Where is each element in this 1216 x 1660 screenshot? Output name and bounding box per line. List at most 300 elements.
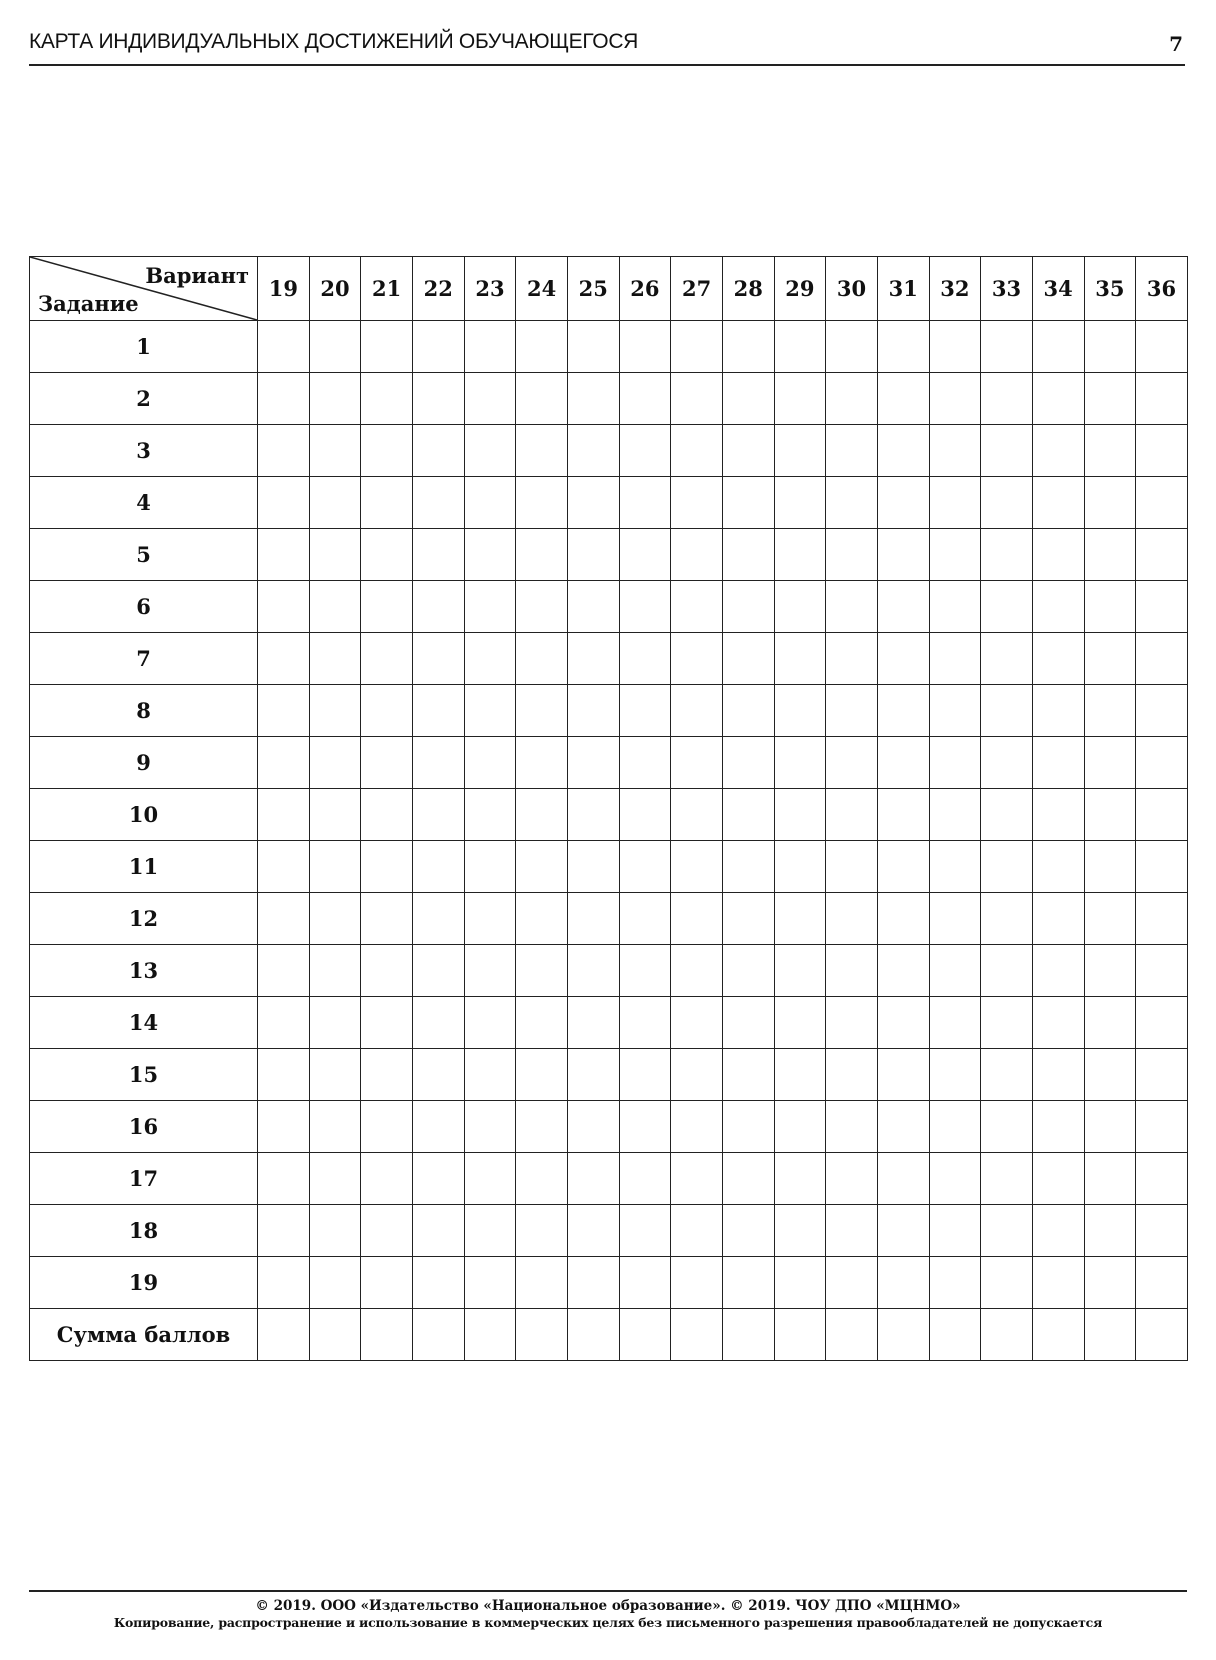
score-cell[interactable] [877,633,929,685]
score-cell[interactable] [412,477,464,529]
score-cell[interactable] [361,841,413,893]
score-cell[interactable] [567,997,619,1049]
score-cell[interactable] [412,789,464,841]
score-cell[interactable] [929,1205,981,1257]
score-cell[interactable] [981,737,1033,789]
score-cell[interactable] [567,581,619,633]
score-cell[interactable] [1032,737,1084,789]
score-cell[interactable] [619,893,671,945]
score-cell[interactable] [412,1309,464,1361]
score-cell[interactable] [1084,1101,1136,1153]
score-cell[interactable] [1032,373,1084,425]
score-cell[interactable] [361,1309,413,1361]
score-cell[interactable] [929,789,981,841]
score-cell[interactable] [464,997,516,1049]
score-cell[interactable] [258,997,310,1049]
score-cell[interactable] [1032,685,1084,737]
score-cell[interactable] [722,997,774,1049]
score-cell[interactable] [309,685,361,737]
score-cell[interactable] [412,945,464,997]
score-cell[interactable] [774,737,826,789]
score-cell[interactable] [361,529,413,581]
score-cell[interactable] [671,321,723,373]
score-cell[interactable] [774,477,826,529]
score-cell[interactable] [981,789,1033,841]
score-cell[interactable] [877,841,929,893]
score-cell[interactable] [774,321,826,373]
score-cell[interactable] [1084,789,1136,841]
score-cell[interactable] [516,1101,568,1153]
score-cell[interactable] [722,1205,774,1257]
score-cell[interactable] [981,477,1033,529]
score-cell[interactable] [671,425,723,477]
score-cell[interactable] [1084,1205,1136,1257]
score-cell[interactable] [1084,425,1136,477]
score-cell[interactable] [929,893,981,945]
score-cell[interactable] [567,737,619,789]
score-cell[interactable] [981,685,1033,737]
score-cell[interactable] [1136,321,1188,373]
score-cell[interactable] [671,737,723,789]
score-cell[interactable] [464,1049,516,1101]
score-cell[interactable] [309,529,361,581]
score-cell[interactable] [619,1257,671,1309]
score-cell[interactable] [1136,997,1188,1049]
score-cell[interactable] [567,789,619,841]
score-cell[interactable] [361,1153,413,1205]
score-cell[interactable] [722,1101,774,1153]
score-cell[interactable] [619,945,671,997]
score-cell[interactable] [1084,841,1136,893]
score-cell[interactable] [464,1153,516,1205]
score-cell[interactable] [567,1309,619,1361]
score-cell[interactable] [1084,529,1136,581]
score-cell[interactable] [981,321,1033,373]
score-cell[interactable] [774,581,826,633]
score-cell[interactable] [774,1153,826,1205]
score-cell[interactable] [826,1049,878,1101]
score-cell[interactable] [619,841,671,893]
score-cell[interactable] [981,633,1033,685]
score-cell[interactable] [464,581,516,633]
score-cell[interactable] [361,737,413,789]
score-cell[interactable] [361,893,413,945]
score-cell[interactable] [1136,893,1188,945]
score-cell[interactable] [877,529,929,581]
score-cell[interactable] [826,373,878,425]
score-cell[interactable] [671,633,723,685]
score-cell[interactable] [877,1205,929,1257]
score-cell[interactable] [619,997,671,1049]
score-cell[interactable] [309,1153,361,1205]
score-cell[interactable] [567,425,619,477]
score-cell[interactable] [722,737,774,789]
score-cell[interactable] [309,997,361,1049]
score-cell[interactable] [567,893,619,945]
score-cell[interactable] [981,1049,1033,1101]
score-cell[interactable] [826,1205,878,1257]
score-cell[interactable] [722,321,774,373]
score-cell[interactable] [619,321,671,373]
score-cell[interactable] [1136,1049,1188,1101]
score-cell[interactable] [516,893,568,945]
score-cell[interactable] [619,1049,671,1101]
score-cell[interactable] [981,1153,1033,1205]
score-cell[interactable] [929,373,981,425]
score-cell[interactable] [412,633,464,685]
score-cell[interactable] [671,945,723,997]
score-cell[interactable] [774,789,826,841]
score-cell[interactable] [671,893,723,945]
score-cell[interactable] [722,685,774,737]
score-cell[interactable] [929,685,981,737]
score-cell[interactable] [929,1101,981,1153]
score-cell[interactable] [516,737,568,789]
score-cell[interactable] [877,1153,929,1205]
score-cell[interactable] [464,789,516,841]
score-cell[interactable] [361,1101,413,1153]
score-cell[interactable] [258,1101,310,1153]
score-cell[interactable] [1032,1101,1084,1153]
score-cell[interactable] [1084,945,1136,997]
score-cell[interactable] [981,1205,1033,1257]
score-cell[interactable] [258,373,310,425]
score-cell[interactable] [464,945,516,997]
score-cell[interactable] [1084,373,1136,425]
score-cell[interactable] [826,477,878,529]
score-cell[interactable] [1032,529,1084,581]
score-cell[interactable] [877,425,929,477]
score-cell[interactable] [258,425,310,477]
score-cell[interactable] [258,1205,310,1257]
score-cell[interactable] [619,1309,671,1361]
score-cell[interactable] [671,997,723,1049]
score-cell[interactable] [1032,321,1084,373]
score-cell[interactable] [258,581,310,633]
score-cell[interactable] [309,581,361,633]
score-cell[interactable] [258,789,310,841]
score-cell[interactable] [619,425,671,477]
score-cell[interactable] [774,1309,826,1361]
score-cell[interactable] [464,633,516,685]
score-cell[interactable] [929,945,981,997]
score-cell[interactable] [1136,581,1188,633]
score-cell[interactable] [929,581,981,633]
score-cell[interactable] [258,1257,310,1309]
score-cell[interactable] [412,841,464,893]
score-cell[interactable] [1084,633,1136,685]
score-cell[interactable] [361,1205,413,1257]
score-cell[interactable] [464,1257,516,1309]
score-cell[interactable] [877,581,929,633]
score-cell[interactable] [981,1309,1033,1361]
score-cell[interactable] [722,477,774,529]
score-cell[interactable] [567,529,619,581]
score-cell[interactable] [361,373,413,425]
score-cell[interactable] [619,737,671,789]
score-cell[interactable] [361,477,413,529]
score-cell[interactable] [1084,1049,1136,1101]
score-cell[interactable] [464,841,516,893]
score-cell[interactable] [981,1101,1033,1153]
score-cell[interactable] [774,841,826,893]
score-cell[interactable] [826,685,878,737]
score-cell[interactable] [1032,893,1084,945]
score-cell[interactable] [826,1153,878,1205]
score-cell[interactable] [309,477,361,529]
score-cell[interactable] [412,1257,464,1309]
score-cell[interactable] [361,1257,413,1309]
score-cell[interactable] [516,997,568,1049]
score-cell[interactable] [671,477,723,529]
score-cell[interactable] [464,529,516,581]
score-cell[interactable] [826,893,878,945]
score-cell[interactable] [516,1049,568,1101]
score-cell[interactable] [516,425,568,477]
score-cell[interactable] [258,945,310,997]
score-cell[interactable] [412,373,464,425]
score-cell[interactable] [567,1153,619,1205]
score-cell[interactable] [309,1049,361,1101]
score-cell[interactable] [516,373,568,425]
score-cell[interactable] [412,321,464,373]
score-cell[interactable] [516,321,568,373]
score-cell[interactable] [516,1309,568,1361]
score-cell[interactable] [464,737,516,789]
score-cell[interactable] [1032,1153,1084,1205]
score-cell[interactable] [464,893,516,945]
score-cell[interactable] [722,1257,774,1309]
score-cell[interactable] [516,581,568,633]
score-cell[interactable] [309,1101,361,1153]
score-cell[interactable] [826,321,878,373]
score-cell[interactable] [877,1049,929,1101]
score-cell[interactable] [619,373,671,425]
score-cell[interactable] [774,945,826,997]
score-cell[interactable] [1136,841,1188,893]
score-cell[interactable] [722,1049,774,1101]
score-cell[interactable] [1032,789,1084,841]
score-cell[interactable] [619,789,671,841]
score-cell[interactable] [671,685,723,737]
score-cell[interactable] [877,1309,929,1361]
score-cell[interactable] [567,685,619,737]
score-cell[interactable] [464,425,516,477]
score-cell[interactable] [1084,685,1136,737]
score-cell[interactable] [1032,1049,1084,1101]
score-cell[interactable] [722,789,774,841]
score-cell[interactable] [258,529,310,581]
score-cell[interactable] [671,841,723,893]
score-cell[interactable] [981,373,1033,425]
score-cell[interactable] [567,1205,619,1257]
score-cell[interactable] [567,1257,619,1309]
score-cell[interactable] [929,1309,981,1361]
score-cell[interactable] [981,581,1033,633]
score-cell[interactable] [671,1309,723,1361]
score-cell[interactable] [826,1309,878,1361]
score-cell[interactable] [774,893,826,945]
score-cell[interactable] [877,789,929,841]
score-cell[interactable] [929,997,981,1049]
score-cell[interactable] [1032,581,1084,633]
score-cell[interactable] [361,685,413,737]
score-cell[interactable] [1084,893,1136,945]
score-cell[interactable] [671,1205,723,1257]
score-cell[interactable] [722,841,774,893]
score-cell[interactable] [1136,1257,1188,1309]
score-cell[interactable] [412,425,464,477]
score-cell[interactable] [671,1049,723,1101]
score-cell[interactable] [929,425,981,477]
score-cell[interactable] [412,1049,464,1101]
score-cell[interactable] [1084,1257,1136,1309]
score-cell[interactable] [567,477,619,529]
score-cell[interactable] [826,581,878,633]
score-cell[interactable] [877,737,929,789]
score-cell[interactable] [309,945,361,997]
score-cell[interactable] [722,893,774,945]
score-cell[interactable] [309,737,361,789]
score-cell[interactable] [567,1049,619,1101]
score-cell[interactable] [619,529,671,581]
score-cell[interactable] [722,529,774,581]
score-cell[interactable] [826,1257,878,1309]
score-cell[interactable] [929,1049,981,1101]
score-cell[interactable] [361,789,413,841]
score-cell[interactable] [258,893,310,945]
score-cell[interactable] [258,1309,310,1361]
score-cell[interactable] [1136,789,1188,841]
score-cell[interactable] [722,1309,774,1361]
score-cell[interactable] [929,1257,981,1309]
score-cell[interactable] [877,477,929,529]
score-cell[interactable] [1032,945,1084,997]
score-cell[interactable] [1084,1153,1136,1205]
score-cell[interactable] [619,1153,671,1205]
score-cell[interactable] [619,1101,671,1153]
score-cell[interactable] [1136,737,1188,789]
score-cell[interactable] [774,1205,826,1257]
score-cell[interactable] [774,1101,826,1153]
score-cell[interactable] [361,425,413,477]
score-cell[interactable] [309,1205,361,1257]
score-cell[interactable] [361,581,413,633]
score-cell[interactable] [258,1153,310,1205]
score-cell[interactable] [258,321,310,373]
score-cell[interactable] [774,633,826,685]
score-cell[interactable] [361,997,413,1049]
score-cell[interactable] [877,945,929,997]
score-cell[interactable] [981,893,1033,945]
score-cell[interactable] [671,581,723,633]
score-cell[interactable] [412,1153,464,1205]
score-cell[interactable] [774,685,826,737]
score-cell[interactable] [309,633,361,685]
score-cell[interactable] [1032,477,1084,529]
score-cell[interactable] [1032,1257,1084,1309]
score-cell[interactable] [1136,477,1188,529]
score-cell[interactable] [929,477,981,529]
score-cell[interactable] [1136,945,1188,997]
score-cell[interactable] [412,529,464,581]
score-cell[interactable] [877,1101,929,1153]
score-cell[interactable] [361,321,413,373]
score-cell[interactable] [826,737,878,789]
score-cell[interactable] [516,945,568,997]
score-cell[interactable] [877,997,929,1049]
score-cell[interactable] [464,321,516,373]
score-cell[interactable] [412,1205,464,1257]
score-cell[interactable] [1136,1153,1188,1205]
score-cell[interactable] [1084,737,1136,789]
score-cell[interactable] [567,373,619,425]
score-cell[interactable] [1032,1309,1084,1361]
score-cell[interactable] [826,841,878,893]
score-cell[interactable] [258,737,310,789]
score-cell[interactable] [722,945,774,997]
score-cell[interactable] [361,945,413,997]
score-cell[interactable] [877,685,929,737]
score-cell[interactable] [1032,841,1084,893]
score-cell[interactable] [309,1309,361,1361]
score-cell[interactable] [774,529,826,581]
score-cell[interactable] [826,997,878,1049]
score-cell[interactable] [412,737,464,789]
score-cell[interactable] [877,893,929,945]
score-cell[interactable] [722,1153,774,1205]
score-cell[interactable] [826,789,878,841]
score-cell[interactable] [619,633,671,685]
score-cell[interactable] [361,633,413,685]
score-cell[interactable] [516,477,568,529]
score-cell[interactable] [1032,1205,1084,1257]
score-cell[interactable] [619,685,671,737]
score-cell[interactable] [1136,1101,1188,1153]
score-cell[interactable] [722,633,774,685]
score-cell[interactable] [258,685,310,737]
score-cell[interactable] [464,373,516,425]
score-cell[interactable] [722,425,774,477]
score-cell[interactable] [981,997,1033,1049]
score-cell[interactable] [877,1257,929,1309]
score-cell[interactable] [309,841,361,893]
score-cell[interactable] [877,321,929,373]
score-cell[interactable] [981,841,1033,893]
score-cell[interactable] [722,581,774,633]
score-cell[interactable] [516,789,568,841]
score-cell[interactable] [258,477,310,529]
score-cell[interactable] [516,1257,568,1309]
score-cell[interactable] [929,529,981,581]
score-cell[interactable] [309,789,361,841]
score-cell[interactable] [981,1257,1033,1309]
score-cell[interactable] [464,1205,516,1257]
score-cell[interactable] [826,425,878,477]
score-cell[interactable] [258,841,310,893]
score-cell[interactable] [671,529,723,581]
score-cell[interactable] [412,1101,464,1153]
score-cell[interactable] [981,425,1033,477]
score-cell[interactable] [412,997,464,1049]
score-cell[interactable] [929,1153,981,1205]
score-cell[interactable] [258,633,310,685]
score-cell[interactable] [826,633,878,685]
score-cell[interactable] [309,321,361,373]
score-cell[interactable] [929,633,981,685]
score-cell[interactable] [671,1101,723,1153]
score-cell[interactable] [309,425,361,477]
